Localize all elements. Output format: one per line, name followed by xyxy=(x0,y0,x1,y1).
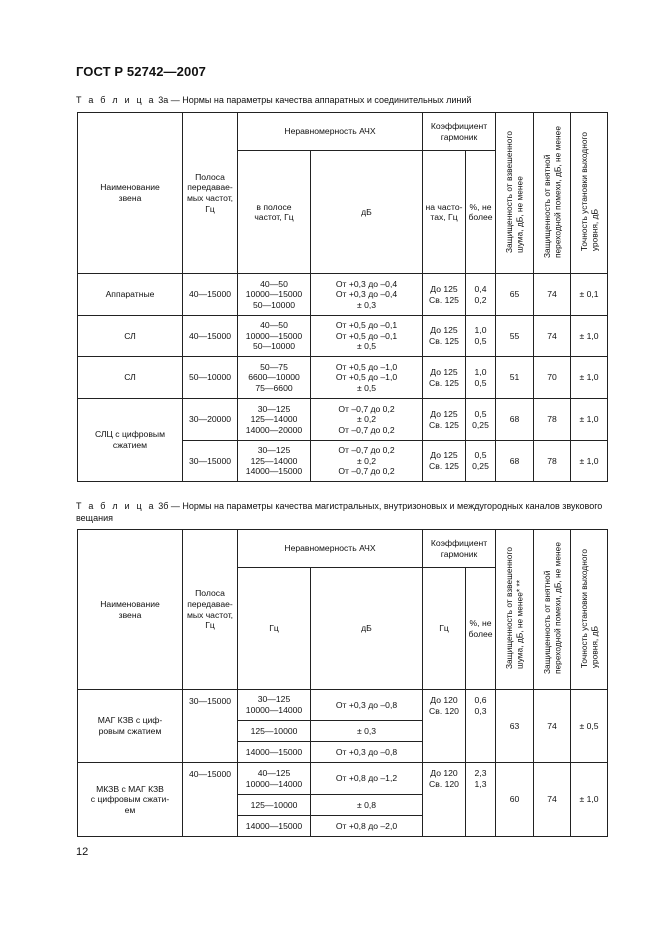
row-freqs: 50—75 6600—10000 75—6600 xyxy=(238,357,311,399)
header-noise: Защищенность от взвешенного шума, дБ, не менее* ** xyxy=(496,530,534,690)
row-noise: 68 xyxy=(496,441,534,482)
row-band: 40—15000 xyxy=(183,316,238,357)
header-name: Наименование звена xyxy=(78,530,183,690)
header-harm-hz: Гц xyxy=(423,568,466,690)
row-level: ± 0,1 xyxy=(571,274,608,316)
row-db: От +0,3 до –0,8 xyxy=(311,690,423,721)
row-freqs: 30—125 125—14000 14000—20000 xyxy=(238,399,311,441)
row-harm-freq: До 125 Св. 125 xyxy=(423,274,466,316)
row-harm-freq: До 125 Св. 125 xyxy=(423,399,466,441)
header-level: Точность установки выходного уровня, дБ xyxy=(571,530,608,690)
row-db: От –0,7 до 0,2 ± 0,2 От –0,7 до 0,2 xyxy=(311,441,423,482)
row-freqs: 40—50 10000—15000 50—10000 xyxy=(238,274,311,316)
header-afc-db: дБ xyxy=(311,568,423,690)
row-band: 30—15000 xyxy=(183,441,238,482)
header-afc-db: дБ xyxy=(311,151,423,274)
header-band: Полоса передавае- мых частот, Гц xyxy=(183,113,238,274)
row-level: ± 1,0 xyxy=(571,316,608,357)
table-caption-text: 3а — Нормы на параметры качества аппаратных и соединительных линий xyxy=(158,95,472,105)
row-crosstalk: 74 xyxy=(534,316,571,357)
row-harm-pct: 0,6 0,3 xyxy=(466,690,496,763)
header-afc-band: в полосе частот, Гц xyxy=(238,151,311,274)
row-noise: 55 xyxy=(496,316,534,357)
row-freqs: 30—125 10000—14000 xyxy=(238,690,311,721)
header-crosstalk: Защищенность от внятной переходной помехи, дБ, не менее xyxy=(534,530,571,690)
row-band: 50—10000 xyxy=(183,357,238,399)
row-harm-pct: 1,0 0,5 xyxy=(466,357,496,399)
row-name: СЛ xyxy=(78,357,183,399)
row-noise: 63 xyxy=(496,690,534,763)
row-harm-pct: 0,5 0,25 xyxy=(466,399,496,441)
row-db: ± 0,3 xyxy=(311,721,423,742)
header-afc: Неравномерность АЧХ xyxy=(238,113,423,151)
row-level: ± 1,0 xyxy=(571,763,608,837)
row-name: Аппаратные xyxy=(78,274,183,316)
row-harm-pct: 1,0 0,5 xyxy=(466,316,496,357)
table-3a xyxy=(77,112,608,482)
row-name: МКЗВ с МАГ КЗВ с цифровым сжати- ем xyxy=(78,763,183,837)
row-freqs: 30—125 125—14000 14000—15000 xyxy=(238,441,311,482)
header-harmonics: Коэффициент гармоник xyxy=(423,530,496,568)
row-crosstalk: 74 xyxy=(534,274,571,316)
row-band: 40—15000 xyxy=(183,763,238,837)
header-level: Точность установки выходного уровня, дБ xyxy=(571,113,608,274)
table-row xyxy=(78,399,608,441)
table-3b-caption xyxy=(76,500,606,524)
row-level: ± 1,0 xyxy=(571,357,608,399)
header-harm-pct: %, не более xyxy=(466,568,496,690)
row-name: СЛ xyxy=(78,316,183,357)
table-label: Т а б л и ц а xyxy=(76,95,156,105)
row-noise: 51 xyxy=(496,357,534,399)
row-crosstalk: 74 xyxy=(534,690,571,763)
row-band: 40—15000 xyxy=(183,274,238,316)
row-harm-freq: До 125 Св. 125 xyxy=(423,441,466,482)
row-freqs: 14000—15000 xyxy=(238,816,311,837)
header-harm-freq: на часто- тах, Гц xyxy=(423,151,466,274)
row-db: От +0,3 до –0,4 От +0,3 до –0,4 ± 0,3 xyxy=(311,274,423,316)
page-number: 12 xyxy=(76,846,89,858)
row-noise: 68 xyxy=(496,399,534,441)
document-code: ГОСТ Р 52742—2007 xyxy=(76,64,206,79)
row-level: ± 1,0 xyxy=(571,441,608,482)
row-name: МАГ КЗВ с циф- ровым сжатием xyxy=(78,690,183,763)
table-3a-caption xyxy=(76,94,606,106)
header-name: Наименование звена xyxy=(78,113,183,274)
row-freqs: 125—10000 xyxy=(238,721,311,742)
row-harm-freq: До 125 Св. 125 xyxy=(423,316,466,357)
row-level: ± 0,5 xyxy=(571,690,608,763)
row-db: От +0,8 до –2,0 xyxy=(311,816,423,837)
row-freqs: 14000—15000 xyxy=(238,742,311,763)
table-caption-text: 3б — Нормы на параметры качества магистральных, внутризоновых и междугородных каналов звукового вещания xyxy=(76,501,603,523)
row-harm-pct: 2,3 1,3 xyxy=(466,763,496,837)
header-afc: Неравномерность АЧХ xyxy=(238,530,423,568)
row-band: 30—15000 xyxy=(183,690,238,763)
table-row xyxy=(78,690,608,721)
row-freqs: 40—50 10000—15000 50—10000 xyxy=(238,316,311,357)
row-crosstalk: 78 xyxy=(534,441,571,482)
row-noise: 60 xyxy=(496,763,534,837)
row-band: 30—20000 xyxy=(183,399,238,441)
row-freqs: 40—125 10000—14000 xyxy=(238,763,311,795)
row-harm-freq: До 120 Св. 120 xyxy=(423,763,466,837)
row-db: От +0,3 до –0,8 xyxy=(311,742,423,763)
row-db: От +0,8 до –1,2 xyxy=(311,763,423,795)
table-row xyxy=(78,357,608,399)
table-row xyxy=(78,274,608,316)
header-band: Полоса передавае- мых частот, Гц xyxy=(183,530,238,690)
table-3b xyxy=(77,529,608,837)
row-name: СЛЦ с цифровым сжатием xyxy=(78,399,183,482)
row-db: От +0,5 до –1,0 От +0,5 до –1,0 ± 0,5 xyxy=(311,357,423,399)
row-db: От +0,5 до –0,1 От +0,5 до –0,1 ± 0,5 xyxy=(311,316,423,357)
row-freqs: 125—10000 xyxy=(238,795,311,816)
row-harm-pct: 0,5 0,25 xyxy=(466,441,496,482)
table-row xyxy=(78,763,608,795)
row-level: ± 1,0 xyxy=(571,399,608,441)
row-harm-pct: 0,4 0,2 xyxy=(466,274,496,316)
row-harm-freq: До 120 Св. 120 xyxy=(423,690,466,763)
table-label: Т а б л и ц а xyxy=(76,501,156,511)
table-row xyxy=(78,316,608,357)
header-afc-hz: Гц xyxy=(238,568,311,690)
row-harm-freq: До 125 Св. 125 xyxy=(423,357,466,399)
header-harmonics: Коэффициент гармоник xyxy=(423,113,496,151)
row-db: ± 0,8 xyxy=(311,795,423,816)
header-crosstalk: Защищенность от внятной переходной помехи, дБ, не менее xyxy=(534,113,571,274)
header-harm-pct: %, не более xyxy=(466,151,496,274)
header-noise: Защищенность от взвешенного шума, дБ, не менее xyxy=(496,113,534,274)
row-crosstalk: 74 xyxy=(534,763,571,837)
row-crosstalk: 78 xyxy=(534,399,571,441)
row-db: От –0,7 до 0,2 ± 0,2 От –0,7 до 0,2 xyxy=(311,399,423,441)
row-noise: 65 xyxy=(496,274,534,316)
row-crosstalk: 70 xyxy=(534,357,571,399)
